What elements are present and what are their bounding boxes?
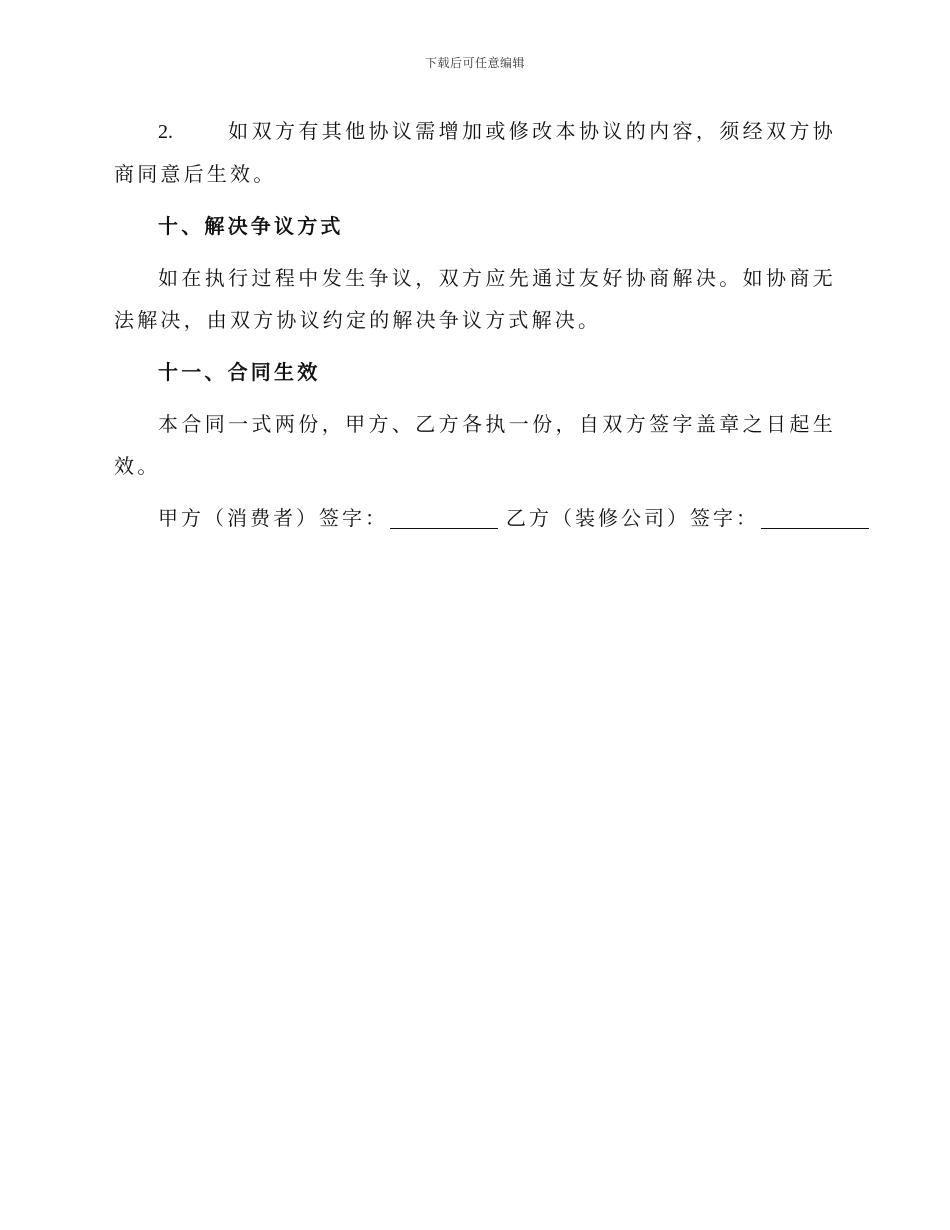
section-body-contract-effect: 本合同一式两份，甲方、乙方各执一份，自双方签字盖章之日起生效。 (114, 412, 836, 478)
clause-number: 2. (158, 121, 173, 143)
clause-item-2 (114, 110, 836, 195)
party-a-signature-label: 甲方（消费者）签字： (158, 506, 388, 530)
party-b-signature-blank (761, 506, 869, 529)
section-body-dispute-resolution: 如在执行过程中发生争议，双方应先通过友好协商解决。如协商无法解决，由双方协议约定的解决争议方式解决。 (114, 266, 836, 332)
clause-text: 如双方有其他协议需增加或修改本协议的内容，须经双方协商同意后生效。 (114, 119, 836, 186)
party-b-signature-label: 乙方（装修公司）签字： (506, 506, 759, 530)
section-heading-contract-effect: 十一、合同生效 (158, 360, 321, 384)
page-header: 下载后可任意编辑 (424, 56, 525, 70)
section-heading-dispute-resolution: 十、解决争议方式 (158, 214, 344, 238)
party-a-signature-blank (390, 506, 498, 529)
signature-line (114, 497, 836, 539)
document-body (114, 110, 836, 539)
